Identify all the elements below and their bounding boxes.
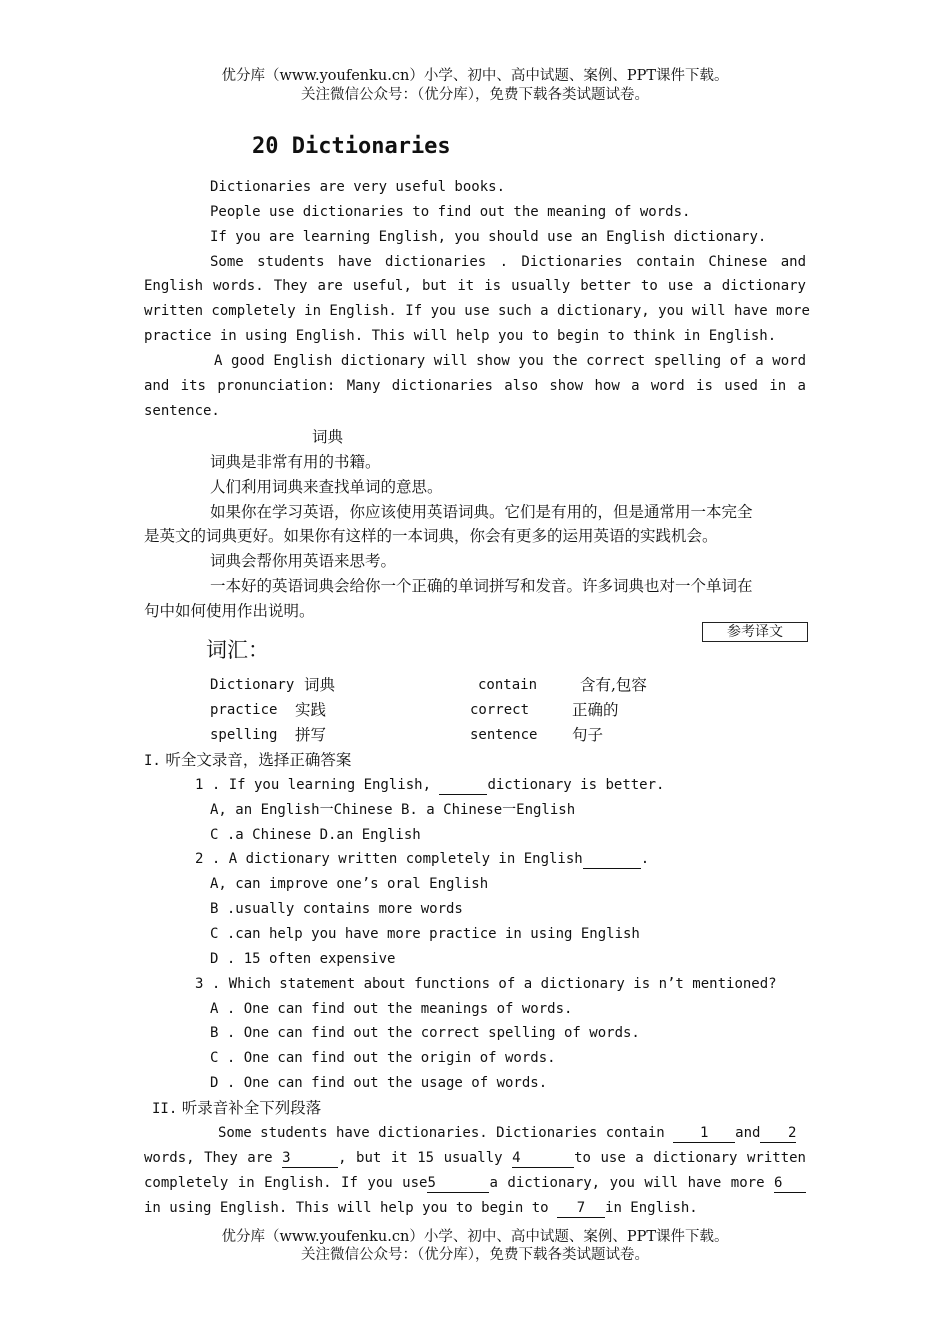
q3-option-d: D . One can find out the usage of words. bbox=[210, 1075, 548, 1091]
q1-options-cd: C .a Chinese D.an English bbox=[210, 827, 421, 843]
cloze-line-1 bbox=[218, 1121, 806, 1146]
cloze-line-2 bbox=[144, 1146, 806, 1171]
vocab-heading: 词汇： bbox=[206, 638, 269, 662]
vocab-row-2-zh: 实践 bbox=[295, 701, 327, 719]
cloze-text-4b: in English. bbox=[605, 1200, 698, 1216]
question-2 bbox=[195, 847, 649, 872]
translation-p4: 词典会帮你用英语来思考。 bbox=[210, 552, 397, 570]
cloze-line-4 bbox=[144, 1196, 698, 1221]
vocab-row-3-zh2: 句子 bbox=[572, 726, 604, 744]
q2-option-b: B .usually contains more words bbox=[210, 901, 463, 917]
cloze-text-4a: in using English. This will help you to begin to bbox=[144, 1200, 549, 1216]
passage-p5-line2: and its pronunciation: Many dictionaries also show how a word is used in a bbox=[144, 378, 806, 394]
section1-heading bbox=[144, 748, 351, 774]
cloze-text-1b: and bbox=[735, 1125, 761, 1141]
cloze-blank-3[interactable]: 3 bbox=[282, 1150, 338, 1168]
cloze-text-3a: completely in English. If you use bbox=[144, 1175, 428, 1191]
vocab-row-1-zh: 词典 bbox=[304, 676, 336, 694]
vocab-row-2-en: practice bbox=[210, 702, 278, 718]
section1-title: 听全文录音，选择正确答案 bbox=[165, 751, 352, 769]
vocab-row-3-zh: 拼写 bbox=[295, 726, 327, 744]
passage-p5-line3: sentence. bbox=[144, 403, 220, 419]
vocab-row-1-en: Dictionary bbox=[210, 677, 295, 693]
translation-p5-line2: 句中如何使用作出说明。 bbox=[144, 602, 315, 620]
vocab-row-1-zh2: 含有,包容 bbox=[580, 676, 647, 694]
q2-option-c: C .can help you have more practice in using English bbox=[210, 926, 640, 942]
cloze-text-2b: , but it 15 usually bbox=[338, 1150, 503, 1166]
q3-option-a: A . One can find out the meanings of words. bbox=[210, 1001, 573, 1017]
vocab-row-3-en2: sentence bbox=[470, 727, 538, 743]
q2-option-d: D . 15 often expensive bbox=[210, 951, 396, 967]
header-line-2: 关注微信公众号：（优分库），免费下载各类试题试卷。 bbox=[301, 87, 649, 103]
cloze-blank-4[interactable]: 4 bbox=[512, 1150, 574, 1168]
translation-p2: 人们利用词典来查找单词的意思。 bbox=[210, 478, 443, 496]
header-line-1: 优分库（www.youfenku.cn）小学、初中、高中试题、案例、PPT课件下载。 bbox=[221, 68, 729, 84]
cloze-blank-7[interactable]: 7 bbox=[557, 1200, 605, 1218]
q3-option-b: B . One can find out the correct spelling of words. bbox=[210, 1025, 640, 1041]
cloze-line-3 bbox=[144, 1171, 806, 1196]
q2-stem-pre: 2 . A dictionary written completely in English bbox=[195, 851, 583, 867]
vocab-row-3-en: spelling bbox=[210, 727, 278, 743]
passage-p2: People use dictionaries to find out the meaning of words. bbox=[210, 204, 691, 220]
section2-heading bbox=[152, 1096, 321, 1122]
translation-p3-line2: 是英文的词典更好。如果你有这样的一本词典，你会有更多的运用英语的实践机会。 bbox=[144, 527, 718, 545]
translation-p1: 词典是非常有用的书籍。 bbox=[210, 453, 381, 471]
cloze-blank-2[interactable]: 2 bbox=[760, 1125, 796, 1143]
passage-p5-line1: A good English dictionary will show you the correct spelling of a word bbox=[214, 353, 806, 369]
translation-p5-line1: 一本好的英语词典会给你一个正确的单词拼写和发音。许多词典也对一个单词在 bbox=[210, 577, 753, 595]
page-title: 20 Dictionaries bbox=[252, 134, 451, 159]
vocab-row-1-en2: contain bbox=[478, 677, 538, 693]
section2-prefix: II. bbox=[152, 1101, 178, 1117]
q1-stem-post: dictionary is better. bbox=[487, 777, 665, 793]
cloze-text-2a: words, They are bbox=[144, 1150, 273, 1166]
footer-line-2: 关注微信公众号：（优分库），免费下载各类试题试卷。 bbox=[301, 1247, 649, 1263]
passage-p4-line3: written completely in English. If you use such a dictionary, you will have more bbox=[144, 303, 810, 319]
vocab-row-2-zh2: 正确的 bbox=[572, 701, 619, 719]
translation-p3-line1: 如果你在学习英语，你应该使用英语词典。它们是有用的，但是通常用一本完全 bbox=[210, 503, 753, 521]
q2-option-a: A, can improve one’s oral English bbox=[210, 876, 489, 892]
q2-blank[interactable] bbox=[583, 851, 641, 869]
cloze-text-1a: Some students have dictionaries. Dictionaries contain bbox=[218, 1125, 665, 1141]
q1-stem-pre: 1 . If you learning English, bbox=[195, 777, 432, 793]
translation-title: 词典 bbox=[312, 428, 344, 446]
section2-title: 听录音补全下列段落 bbox=[181, 1099, 322, 1117]
passage-p4-line4: practice in using English. This will help you to begin to think in English. bbox=[144, 328, 777, 344]
q1-blank[interactable] bbox=[439, 777, 487, 795]
cloze-blank-6[interactable]: 6 bbox=[774, 1175, 806, 1193]
cloze-text-3b: a dictionary, you will have more bbox=[489, 1175, 765, 1191]
question-1 bbox=[195, 773, 664, 798]
cloze-blank-5[interactable]: 5 bbox=[427, 1175, 489, 1193]
passage-p3: If you are learning English, you should use an English dictionary. bbox=[210, 229, 767, 245]
footer-line-1: 优分库（www.youfenku.cn）小学、初中、高中试题、案例、PPT课件下载。 bbox=[221, 1229, 729, 1245]
q1-options-ab: A, an English一Chinese B. a Chinese一English bbox=[210, 802, 576, 818]
passage-p4-line2: English words. They are useful, but it is usually better to use a dictionary bbox=[144, 278, 806, 294]
passage-p1: Dictionaries are very useful books. bbox=[210, 179, 506, 195]
cloze-text-2c: to use a dictionary written bbox=[574, 1150, 806, 1166]
q3-option-c: C . One can find out the origin of words. bbox=[210, 1050, 556, 1066]
vocab-row-2-en2: correct bbox=[470, 702, 530, 718]
q2-stem-post: . bbox=[640, 851, 650, 867]
question-3: 3 . Which statement about functions of a dictionary is n’t mentioned? bbox=[195, 976, 777, 992]
passage-p4-line1: Some students have dictionaries . Dictionaries contain Chinese and bbox=[210, 254, 806, 270]
section1-prefix: I. bbox=[144, 753, 161, 769]
cloze-blank-1[interactable]: 1 bbox=[673, 1125, 735, 1143]
reference-translation-button[interactable]: 参考译文 bbox=[702, 622, 808, 642]
